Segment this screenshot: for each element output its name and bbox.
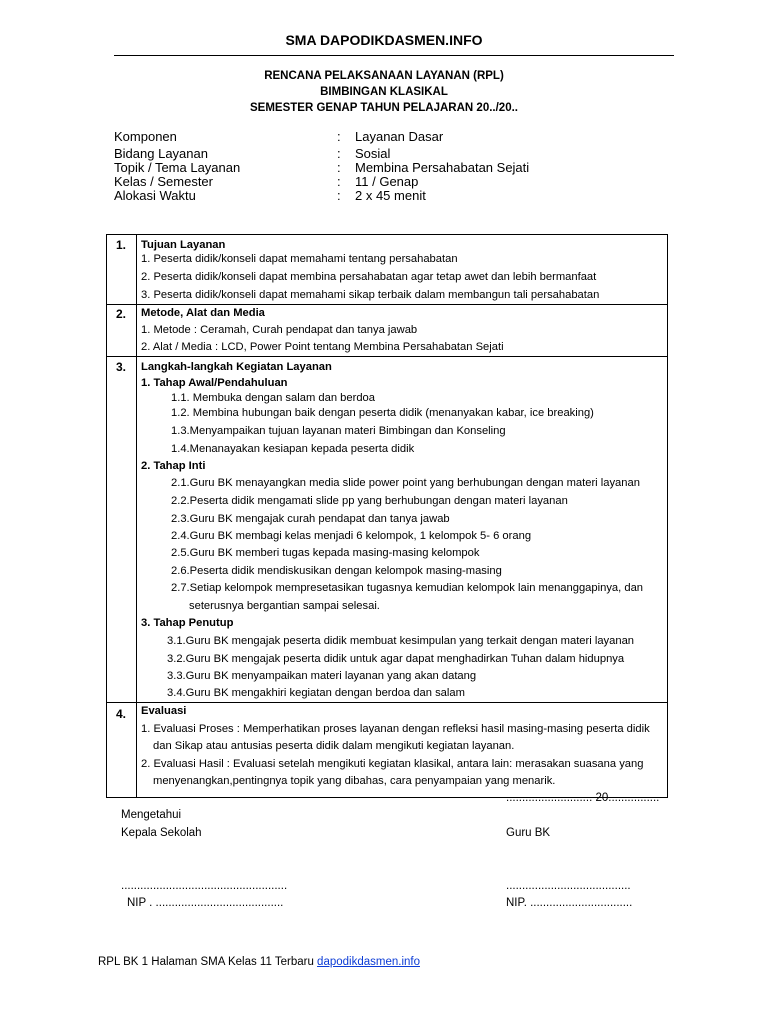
- meta-colon: :: [337, 174, 341, 189]
- section-number: 2.: [116, 307, 127, 321]
- meta-value-kelas: 11 / Genap: [355, 174, 419, 189]
- kepala-sekolah-label: Kepala Sekolah: [121, 827, 202, 839]
- meta-value-bidang: Sosial: [355, 146, 391, 161]
- section-number: 3.: [116, 360, 127, 374]
- guru-bk-name-line: .......................................: [506, 880, 631, 892]
- meta-colon: :: [337, 188, 341, 203]
- meta-label-bidang: Bidang Layanan: [114, 146, 208, 161]
- step-line: 1.3.Menyampaikan tujuan layanan materi Bimbingan dan Konseling: [171, 425, 506, 437]
- section-line: 1. Evaluasi Proses : Memperhatikan proses layanan dengan refleksi hasil masing-masing peserta didik: [141, 723, 650, 735]
- section-heading: Tujuan Layanan: [141, 239, 226, 251]
- table-row-divider: [107, 702, 667, 703]
- doc-title: RENCANA PELAKSANAAN LAYANAN (RPL): [264, 70, 504, 82]
- phase-heading: 3. Tahap Penutup: [141, 617, 234, 629]
- section-heading: Evaluasi: [141, 705, 187, 717]
- meta-colon: :: [337, 129, 341, 144]
- section-line: 1. Peserta didik/konseli dapat memahami tentang persahabatan: [141, 253, 458, 265]
- step-line: 1.2. Membina hubungan baik dengan peserta didik (menanyakan kabar, ice breaking): [171, 407, 594, 419]
- kepala-sekolah-name-line: ....................................................: [121, 880, 288, 892]
- footer-text: RPL BK 1 Halaman SMA Kelas 11 Terbaru: [98, 956, 318, 968]
- section-heading: Metode, Alat dan Media: [141, 307, 265, 319]
- section-line: 2. Peserta didik/konseli dapat membina persahabatan agar tetap awet dan lebih bermanfaat: [141, 271, 597, 283]
- section-number: 1.: [116, 238, 127, 252]
- meta-label-kelas: Kelas / Semester: [114, 174, 213, 189]
- phase-heading: 1. Tahap Awal/Pendahuluan: [141, 377, 288, 389]
- meta-colon: :: [337, 146, 341, 161]
- header-divider: [114, 55, 674, 56]
- phase-heading: 2. Tahap Inti: [141, 460, 206, 472]
- step-line: 2.4.Guru BK membagi kelas menjadi 6 kelompok, 1 kelompok 5- 6 orang: [171, 530, 532, 542]
- footer: [98, 956, 420, 968]
- meta-label-topik: Topik / Tema Layanan: [114, 160, 241, 175]
- step-line: 2.2.Peserta didik mengamati slide pp yang berhubungan dengan materi layanan: [171, 495, 568, 507]
- table-row-divider: [107, 356, 667, 357]
- meta-value-alokasi: 2 x 45 menit: [355, 188, 426, 203]
- step-line: 2.6.Peserta didik mendiskusikan dengan kelompok masing-masing: [171, 565, 502, 577]
- table-row-divider: [107, 304, 667, 305]
- section-heading: Langkah-langkah Kegiatan Layanan: [141, 361, 332, 373]
- step-line: 2.3.Guru BK mengajak curah pendapat dan tanya jawab: [171, 513, 450, 525]
- section-line: menyenangkan,pentingnya topik yang dibahas, cara penyampaian yang menarik.: [153, 775, 556, 787]
- section-line: 2. Evaluasi Hasil : Evaluasi setelah mengikuti kegiatan klasikal, antara lain: merasakan suasana yang: [141, 758, 644, 770]
- meta-value-topik: Membina Persahabatan Sejati: [355, 160, 530, 175]
- footer-link[interactable]: dapodikdasmen.info: [317, 956, 420, 968]
- guru-bk-label: Guru BK: [506, 827, 551, 839]
- rpl-table: [106, 234, 668, 798]
- section-line: dan Sikap atau antusias peserta didik dalam mengikuti kegiatan layanan.: [153, 740, 515, 752]
- guru-bk-nip: NIP. ................................: [506, 897, 633, 909]
- section-number: 4.: [116, 707, 127, 721]
- section-line: 3. Peserta didik/konseli dapat memahami sikap terbaik dalam membangun tali persahabatan: [141, 289, 600, 301]
- mengetahui-label: Mengetahui: [121, 809, 182, 821]
- step-line: 2.7.Setiap kelompok mempresetasikan tugasnya kemudian kelompok lain menanggapinya, dan: [171, 582, 644, 594]
- date-line: ........................... 20................: [506, 792, 660, 804]
- step-line: 1.4.Menanayakan kesiapan kepada peserta didik: [171, 443, 415, 455]
- doc-subtitle: BIMBINGAN KLASIKAL: [320, 86, 448, 98]
- meta-label-komponen: Komponen: [114, 129, 177, 144]
- meta-label-alokasi: Alokasi Waktu: [114, 188, 196, 203]
- step-line: 1.1. Membuka dengan salam dan berdoa: [171, 392, 375, 404]
- step-line: 3.4.Guru BK mengakhiri kegiatan dengan berdoa dan salam: [167, 687, 465, 699]
- section-line: 2. Alat / Media : LCD, Power Point tentang Membina Persahabatan Sejati: [141, 341, 504, 353]
- section-line: 1. Metode : Ceramah, Curah pendapat dan tanya jawab: [141, 324, 418, 336]
- step-line: 2.1.Guru BK menayangkan media slide power point yang berhubungan dengan materi layanan: [171, 477, 640, 489]
- step-line: 3.1.Guru BK mengajak peserta didik membuat kesimpulan yang terkait dengan materi layanan: [167, 635, 635, 647]
- site-title: SMA DAPODIKDASMEN.INFO: [285, 32, 483, 48]
- doc-semester: SEMESTER GENAP TAHUN PELAJARAN 20../20..: [250, 102, 518, 114]
- step-line: seterusnya bergantian sampai selesai.: [189, 600, 380, 612]
- meta-colon: :: [337, 160, 341, 175]
- step-line: 2.5.Guru BK memberi tugas kepada masing-masing kelompok: [171, 547, 480, 559]
- table-column-divider: [136, 235, 137, 797]
- meta-value-komponen: Layanan Dasar: [355, 129, 444, 144]
- kepala-sekolah-nip: NIP . ........................................: [127, 897, 284, 909]
- step-line: 3.3.Guru BK menyampaikan materi layanan yang akan datang: [167, 670, 477, 682]
- step-line: 3.2.Guru BK mengajak peserta didik untuk agar dapat menghadirkan Tuhan dalam hidupnya: [167, 653, 625, 665]
